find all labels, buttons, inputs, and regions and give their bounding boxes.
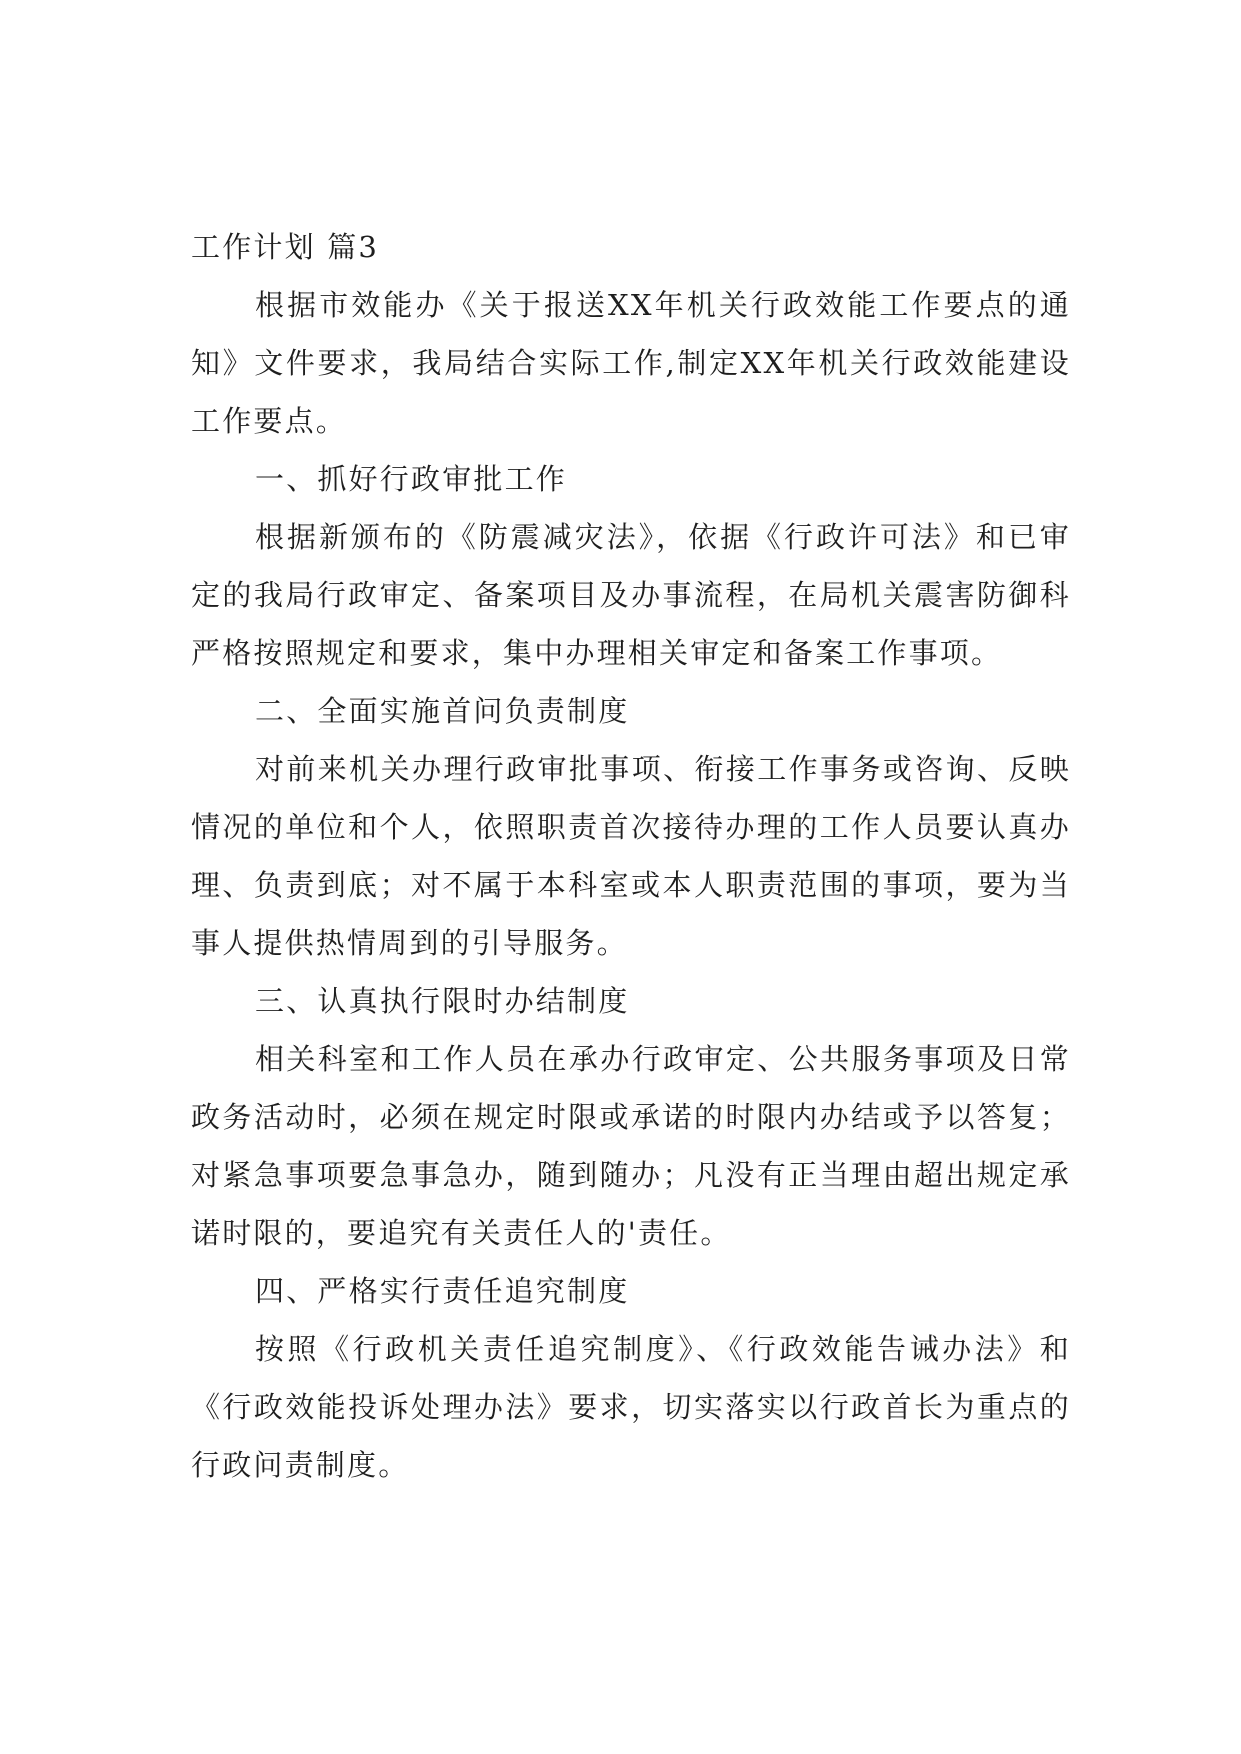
document-body — [191, 218, 1071, 1494]
section-heading-3: 三、认真执行限时办结制度 — [255, 984, 630, 1018]
section-heading-2: 二、全面实施首问负责制度 — [255, 694, 630, 728]
document-title: 工作计划 篇3 — [191, 230, 380, 264]
section-body-1: 根据新颁布的《防震减灾法》，依据《行政许可法》和已审定的我局行政审定、备案项目及办事流程，在局机关震害防御科严格按照规定和要求，集中办理相关审定和备案工作事项。 — [191, 520, 1071, 670]
section-body-2: 对前来机关办理行政审批事项、衔接工作事务或咨询、反映情况的单位和个人，依照职责首次接待办理的工作人员要认真办理、负责到底；对不属于本科室或本人职责范围的事项，要为当事人提供热情周到的引导服务。 — [191, 752, 1071, 960]
section-heading-4: 四、严格实行责任追究制度 — [255, 1274, 630, 1308]
section-body-4: 按照《行政机关责任追究制度》、《行政效能告诫办法》和《行政效能投诉处理办法》要求，切实落实以行政首长为重点的行政问责制度。 — [191, 1332, 1071, 1482]
section-body-3: 相关科室和工作人员在承办行政审定、公共服务事项及日常政务活动时，必须在规定时限或承诺的时限内办结或予以答复；对紧急事项要急事急办，随到随办；凡没有正当理由超出规定承诺时限的，要追究有关责任人的'责任。 — [191, 1042, 1071, 1250]
section-heading-1: 一、抓好行政审批工作 — [255, 462, 568, 496]
intro-paragraph: 根据市效能办《关于报送XX年机关行政效能工作要点的通知》文件要求，我局结合实际工作,制定XX年机关行政效能建设工作要点。 — [191, 288, 1071, 438]
